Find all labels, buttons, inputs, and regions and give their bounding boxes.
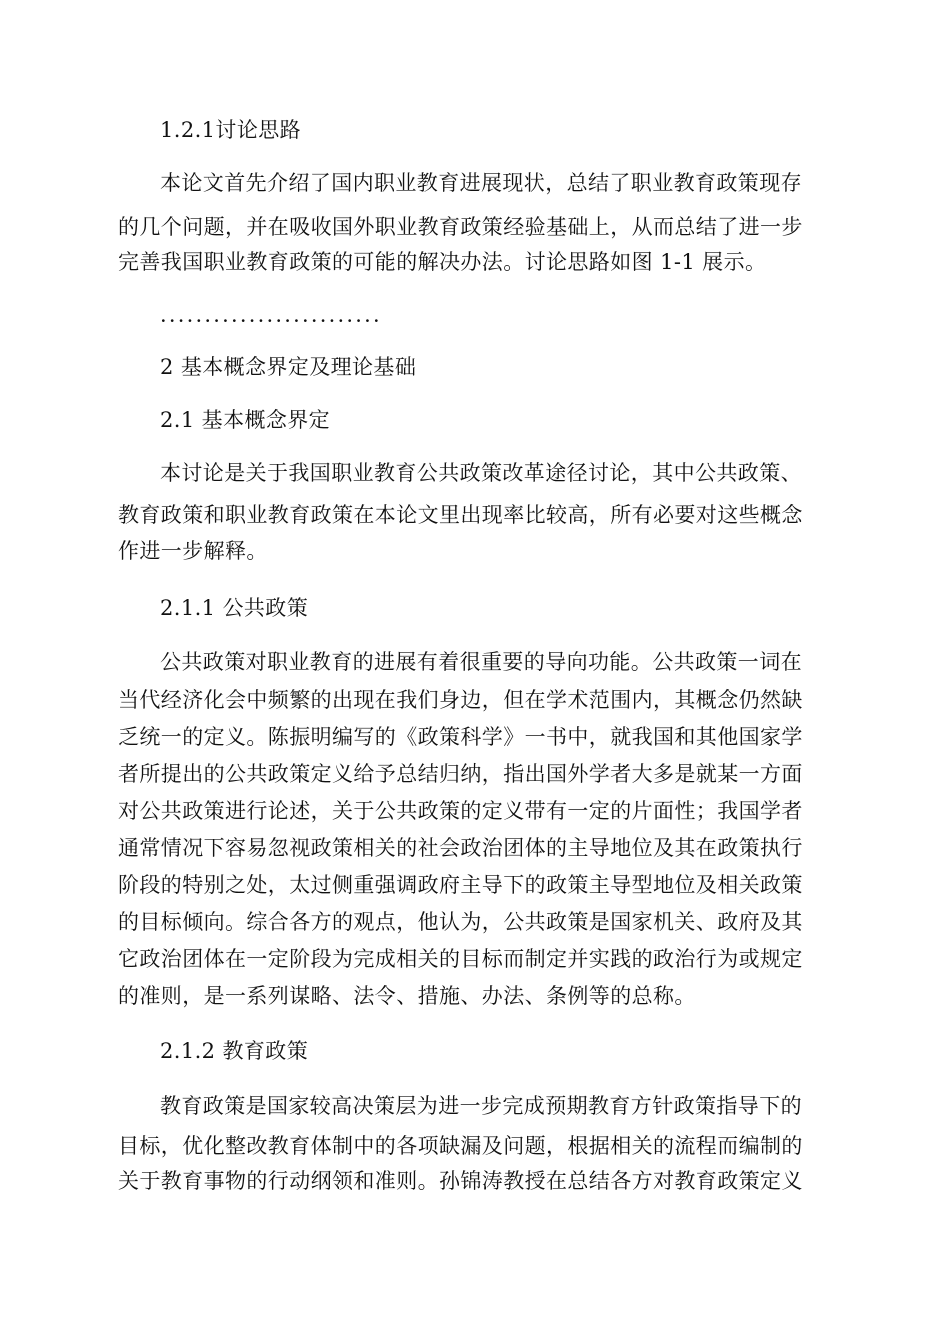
paragraph-line: 通常情况下容易忽视政策相关的社会政治团体的主导地位及其在政策执行 (118, 836, 803, 860)
paragraph-line: 的准则，是一系列谋略、法令、措施、办法、条例等的总称。 (118, 984, 696, 1008)
paragraph-line: 的目标倾向。综合各方的观点，他认为，公共政策是国家机关、政府及其 (118, 910, 803, 934)
paragraph-line: 教育政策是国家较高决策层为进一步完成预期教育方针政策指导下的 (160, 1094, 802, 1118)
paragraph-line: 者所提出的公共政策定义给予总结归纳，指出国外学者大多是就某一方面 (118, 762, 803, 786)
paragraph-line: 的几个问题，并在吸收国外职业教育政策经验基础上，从而总结了进一步 (118, 215, 803, 239)
paragraph-line: 阶段的特别之处，太过侧重强调政府主导下的政策主导型地位及相关政策 (118, 873, 803, 897)
paragraph-line: 乏统一的定义。陈振明编写的《政策科学》一书中，就我国和其他国家学 (118, 725, 803, 749)
paragraph-line: 目标，优化整改教育体制中的各项缺漏及问题，根据相关的流程而编制的 (118, 1134, 803, 1158)
paragraph-line: 作进一步解释。 (118, 539, 268, 563)
section-heading-2-1-2: 2.1.2 教育政策 (160, 1039, 309, 1063)
paragraph-line: 完善我国职业教育政策的可能的解决办法。讨论思路如图 1-1 展示。 (118, 250, 767, 274)
section-heading-2-1-1: 2.1.1 公共政策 (160, 596, 309, 620)
ellipsis-separator: ························· (160, 309, 382, 333)
paragraph-line: 本论文首先介绍了国内职业教育进展现状，总结了职业教育政策现存 (160, 171, 802, 195)
paragraph-line: 对公共政策进行论述，关于公共政策的定义带有一定的片面性；我国学者 (118, 799, 803, 823)
section-heading-2: 2 基本概念界定及理论基础 (160, 355, 417, 379)
paragraph-line: 关于教育事物的行动纲领和准则。孙锦涛教授在总结各方对教育政策定义 (118, 1169, 803, 1193)
paragraph-line: 当代经济化会中频繁的出现在我们身边，但在学术范围内，其概念仍然缺 (118, 688, 803, 712)
paragraph-line: 它政治团体在一定阶段为完成相关的目标而制定并实践的政治行为或规定 (118, 947, 803, 971)
paragraph-line: 教育政策和职业教育政策在本论文里出现率比较高，所有必要对这些概念 (118, 503, 803, 527)
paragraph-line: 本讨论是关于我国职业教育公共政策改革途径讨论，其中公共政策、 (160, 461, 802, 485)
section-heading-2-1: 2.1 基本概念界定 (160, 408, 331, 432)
section-heading-1-2-1: 1.2.1讨论思路 (160, 118, 302, 142)
paragraph-line: 公共政策对职业教育的进展有着很重要的导向功能。公共政策一词在 (160, 650, 802, 674)
